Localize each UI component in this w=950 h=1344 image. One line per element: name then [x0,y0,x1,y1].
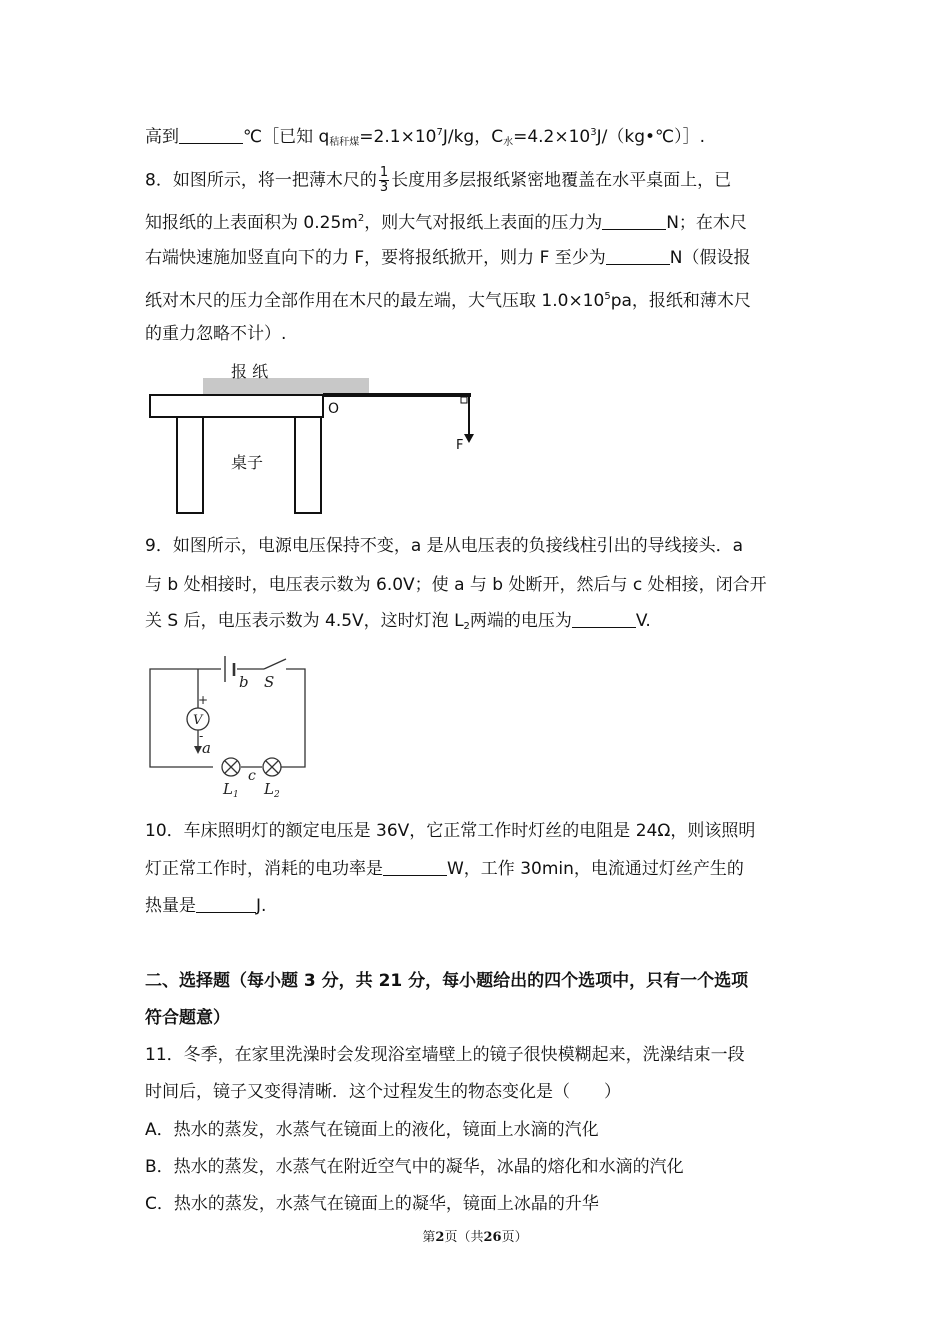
answer-blank[interactable] [179,125,243,144]
page-total: 26 [483,1230,502,1245]
right-angle-mark [461,397,467,403]
page-number: 2 [435,1230,445,1245]
label-a: a [202,739,211,757]
force-label: F [456,438,464,453]
q10-line-1: 10．车床照明灯的额定电压是 36V，它正常工作时灯丝的电阻是 24Ω，则该照明 [145,821,756,841]
lever-table-figure [145,360,485,520]
q9-line-1: 9．如图所示，电源电压保持不变，a 是从电压表的负接线柱引出的导线接头．a [145,536,744,556]
q8-line-1: 8．如图所示，将一把薄木尺的 $\frac{1}{3}$ 长度用多层报纸紧密地覆盖在水平桌面上，已 [145,165,732,195]
newspaper-label: 报 纸 [231,362,269,381]
answer-blank[interactable] [606,246,670,265]
switch-blade [264,659,286,669]
probe-arrow-head [194,746,202,754]
label-l1: $L_1$ [223,780,239,800]
answer-blank[interactable] [196,894,256,913]
q11-option-c[interactable]: C．热水的蒸发，水蒸气在镜面上的凝华，镜面上冰晶的升华 [145,1194,599,1214]
label-c: c [248,768,256,784]
section-2-heading-line-2: 符合题意） [145,1008,230,1028]
q8-line-4: 纸对木尺的压力全部作用在木尺的最左端，大气压取 $1.0\times 10^5pa$，报纸和薄木尺 [145,291,751,311]
circuit-figure [145,650,315,800]
force-arrow-head [464,434,474,443]
label-s: S [264,673,275,691]
newspaper [203,378,369,394]
q11-option-b[interactable]: B．热水的蒸发，水蒸气在附近空气中的凝华，冰晶的熔化和水滴的汽化 [145,1157,684,1177]
q9-line-2: 与 b 处相接时，电压表示数为 6.0V；使 a 与 b 处断开，然后与 c 处相接，闭合开 [145,575,767,595]
label-b: b [239,673,249,691]
q8-line-5: 的重力忽略不计）. [145,324,287,344]
pivot-label: O [328,401,340,417]
q7-tail-line: 高到 ℃［已知 $q_{秸秆煤}=2.1\times 10^7J/kg$，$C_水=4.2\times 10^3J/(kg•℃)]$. [145,127,706,148]
q8-line-3: 右端快速施加竖直向下的力 F，要将报纸掀开，则力 F 至少为 N（假设报 [145,248,751,268]
table-label: 桌子 [231,453,264,472]
fraction-one-third: $\frac{1}{3}$ [379,165,389,195]
q10-line-2: 灯正常工作时，消耗的电功率是 W，工作 30min，电流通过灯丝产生的 [145,859,744,879]
page-footer: 第2页（共26页） [422,1230,528,1245]
table-leg-left [177,417,203,513]
label-l2: $L_2$ [264,780,280,800]
label-v: V [193,713,203,728]
q11-line-2: 时间后，镜子又变得清晰．这个过程发生的物态变化是（ ） [145,1082,621,1102]
circuit-wire-right [281,669,305,767]
q9-line-3: 关 S 后，电压表示数为 4.5V，这时灯泡 $L_2$两端的电压为 V. [145,611,651,632]
tabletop [150,395,323,417]
label-minus: - [199,729,204,743]
q11-option-a[interactable]: A．热水的蒸发，水蒸气在镜面上的液化，镜面上水滴的汽化 [145,1120,599,1140]
section-2-heading-line-1: 二、选择题（每小题 3 分，共 21 分，每小题给出的四个选项中，只有一个选项 [145,971,749,991]
label-plus: + [198,693,209,707]
ruler [323,393,471,397]
table-leg-right [295,417,321,513]
answer-blank[interactable] [572,609,636,628]
q10-line-3: 热量是 J. [145,896,267,916]
answer-blank[interactable] [383,857,447,876]
q11-line-1: 11．冬季，在家里洗澡时会发现浴室墙壁上的镜子很快模糊起来，洗澡结束一段 [145,1045,745,1065]
q8-line-2: 知报纸的上表面积为 $0.25m^2$，则大气对报纸上表面的压力为 N；在木尺 [145,213,747,233]
answer-blank[interactable] [602,211,666,230]
